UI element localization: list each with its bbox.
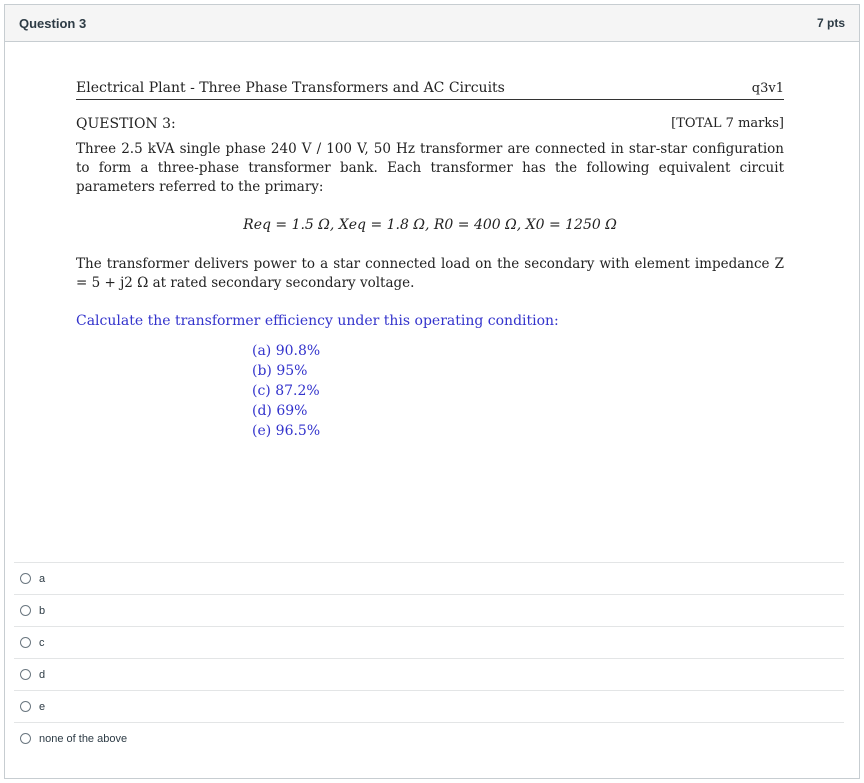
version-code: q3v1 (751, 81, 784, 96)
course-title: Electrical Plant - Three Phase Transformers and AC Circuits (76, 80, 505, 96)
answer-label: c (39, 636, 45, 649)
radio-button[interactable] (20, 573, 31, 584)
document-header (76, 80, 784, 100)
question-document (76, 80, 784, 441)
answer-option-d[interactable] (14, 658, 844, 690)
radio-button[interactable] (20, 669, 31, 680)
answer-option-e[interactable] (14, 690, 844, 722)
radio-button[interactable] (20, 605, 31, 616)
question-points: 7 pts (816, 16, 845, 30)
answer-label: b (39, 604, 46, 617)
question-title: Question 3 (19, 15, 87, 31)
question-line (76, 116, 784, 132)
option-item: (e) 96.5% (252, 423, 321, 439)
radio-button[interactable] (20, 701, 31, 712)
answer-option-none[interactable] (14, 722, 844, 754)
option-item: (d) 69% (252, 403, 308, 419)
question-paragraph-2: The transformer delivers power to a star connected load on the secondary with element impedance Z = 5 + j2 Ω at rated secondary secondary voltage. (76, 256, 784, 291)
total-marks: [TOTAL 7 marks] (671, 116, 784, 131)
parameter-formula: Req = 1.5 Ω, Xeq = 1.8 Ω, R0 = 400 Ω, X0 = 1250 Ω (243, 217, 617, 233)
answer-choices (14, 562, 844, 754)
answer-option-c[interactable] (14, 626, 844, 658)
radio-button[interactable] (20, 733, 31, 744)
answer-label: d (39, 668, 46, 681)
answer-label: a (39, 572, 46, 585)
option-item: (c) 87.2% (252, 383, 320, 399)
question-header (5, 5, 859, 42)
answer-option-b[interactable] (14, 594, 844, 626)
answer-label: none of the above (39, 732, 128, 745)
question-label: QUESTION 3: (76, 116, 176, 132)
question-prompt: Calculate the transformer efficiency under this operating condition: (76, 313, 559, 329)
option-list (252, 341, 784, 441)
question-paragraph-1: Three 2.5 kVA single phase 240 V / 100 V, 50 Hz transformer are connected in star-star configuration to form a three-phase transformer bank. Each transformer has the following equivalent circuit parameters referred to the primary: (76, 141, 784, 195)
answer-label: e (39, 700, 46, 713)
answer-option-a[interactable] (14, 562, 844, 594)
radio-button[interactable] (20, 637, 31, 648)
option-item: (a) 90.8% (252, 343, 321, 359)
option-item: (b) 95% (252, 363, 308, 379)
